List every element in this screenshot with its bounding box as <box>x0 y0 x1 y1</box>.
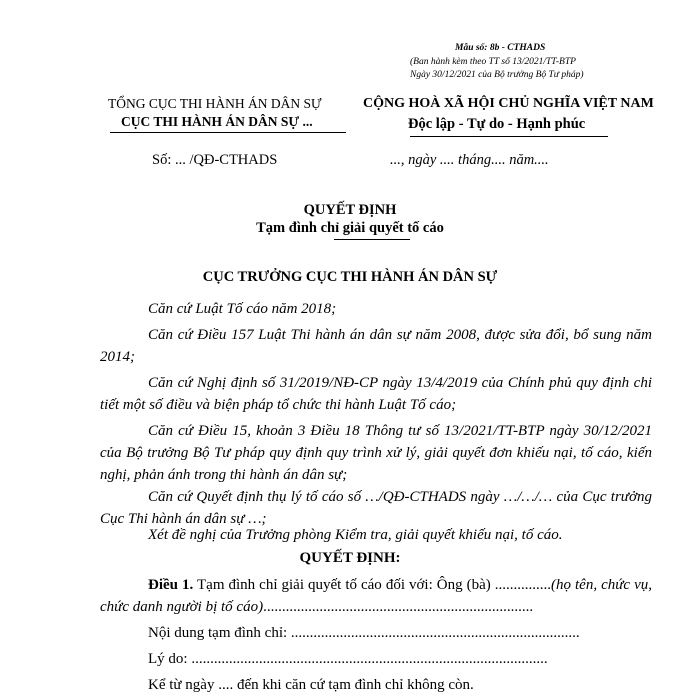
article-1-dots: ........................................................................ <box>263 599 534 615</box>
basis-paragraph: Căn cứ Luật Tố cáo năm 2018; <box>148 301 337 317</box>
agency-underline <box>110 132 346 133</box>
article-1-label: Điều 1. <box>148 577 194 593</box>
article-1-text: Tạm đình chỉ giải quyết tố cáo đối với: Ông (bà) ............... <box>193 577 551 593</box>
form-code: Mẫu số: 8b - CTHADS <box>455 43 546 53</box>
article-1 <box>100 574 652 618</box>
agency-top: TỔNG CỤC THI HÀNH ÁN DÂN SỰ <box>108 96 322 111</box>
place-date: ..., ngày .... tháng.... năm.... <box>390 152 549 168</box>
nation-title: CỘNG HOÀ XÃ HỘI CHỦ NGHĨA VIỆT NAM <box>363 96 654 111</box>
effective-from-line: Kể từ ngày .... đến khi căn cứ tạm đình chỉ không còn. <box>148 677 474 693</box>
basis-paragraph: Căn cứ Quyết định thụ lý tố cáo số …/QĐ-CTHADS ngày …/…/… của Cục trưởng Cục Thi hành án dân sự …; <box>100 489 652 527</box>
motto-underline <box>410 136 608 137</box>
basis-paragraph: Căn cứ Nghị định số 31/2019/NĐ-CP ngày 13/4/2019 của Chính phủ quy định chi tiết một số điều và biện pháp tổ chức thi hành Luật Tố cáo; <box>100 375 652 413</box>
form-issued-note <box>410 56 584 82</box>
basis-paragraph: Căn cứ Điều 15, khoản 3 Điều 18 Thông tư số 13/2021/TT-BTP ngày 30/12/2021 của Bộ trưởng Bộ Tư pháp quy định quy trình xử lý, giải quyết đơn khiếu nại, tố cáo, kiến nghị, phản ánh trong thi hành án dân sự; <box>100 423 652 483</box>
document-subtitle: Tạm đình chỉ giải quyết tố cáo <box>256 220 444 236</box>
document-title: QUYẾT ĐỊNH <box>303 202 397 218</box>
form-issued-line1: (Ban hành kèm theo TT số 13/2021/TT-BTP <box>410 57 576 67</box>
article-1-note: (họ tên, chức vụ, chức danh người bị tố cáo) <box>100 577 652 615</box>
basis-paragraph: Căn cứ Điều 157 Luật Thi hành án dân sự năm 2008, được sửa đổi, bổ sung năm 2014; <box>100 327 652 365</box>
decision-heading: QUYẾT ĐỊNH: <box>299 550 401 566</box>
reason-line: Lý do: ............................................................................................... <box>148 651 548 667</box>
motto: Độc lập - Tự do - Hạnh phúc <box>408 116 586 132</box>
subtitle-underline <box>334 239 410 240</box>
issuing-authority: CỤC TRƯỞNG CỤC THI HÀNH ÁN DÂN SỰ <box>202 269 498 285</box>
form-issued-line2: Ngày 30/12/2021 của Bộ trưởng Bộ Tư pháp) <box>410 70 584 80</box>
agency-sub: CỤC THI HÀNH ÁN DÂN SỰ ... <box>121 114 313 129</box>
basis-paragraph: Xét đề nghị của Trưởng phòng Kiểm tra, giải quyết khiếu nại, tố cáo. <box>148 527 563 543</box>
document-number: Số: ... /QĐ-CTHADS <box>152 152 278 168</box>
suspension-content-line: Nội dung tạm đình chỉ: ............................................................................. <box>148 625 580 641</box>
